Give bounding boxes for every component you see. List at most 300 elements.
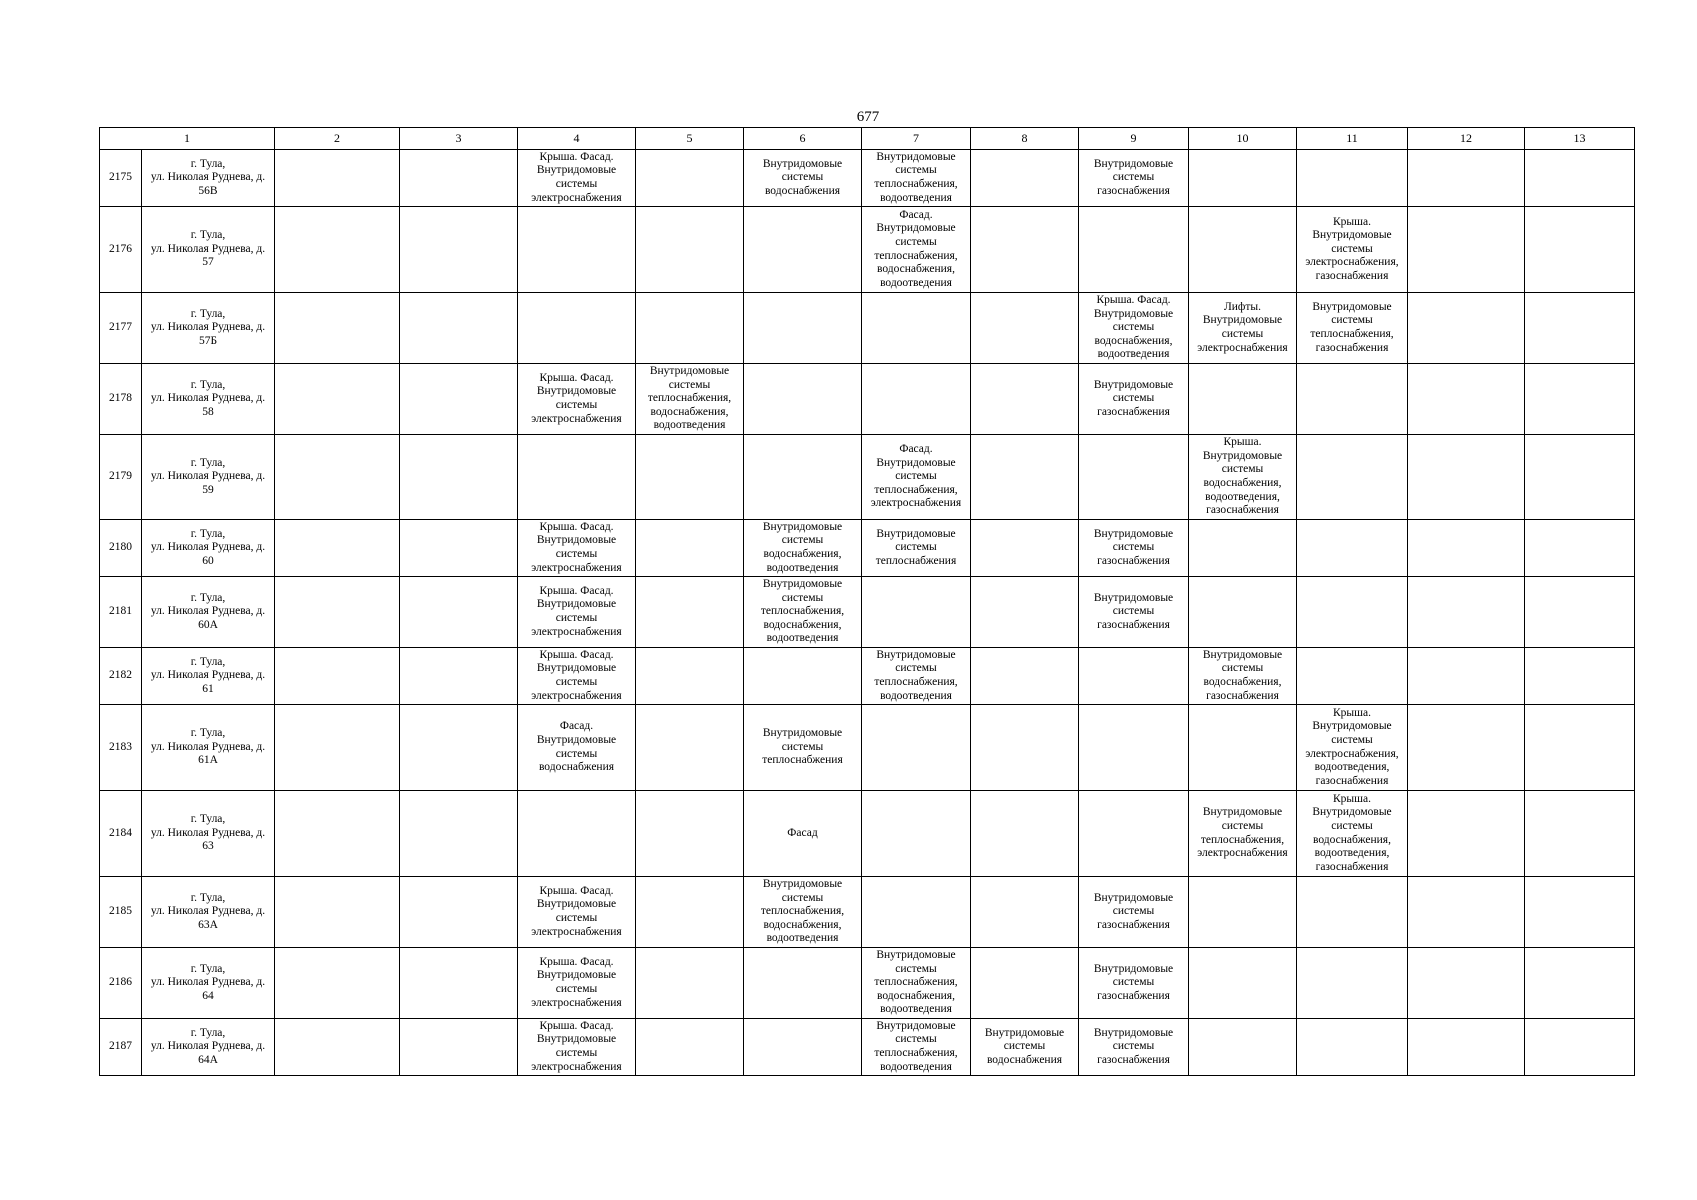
address-line: г. Тула, [190, 891, 226, 904]
work-line: Внутридомовые [876, 527, 956, 540]
work-line: системы [895, 235, 937, 248]
work-cell-col-13 [1525, 364, 1635, 435]
work-line: газоснабжения [1097, 184, 1170, 197]
work-line: водоотведения [653, 419, 726, 432]
work-line: Внутридомовые [1202, 449, 1283, 462]
work-line: системы [895, 470, 937, 483]
work-cell-col-11 [1297, 364, 1408, 435]
work-line: системы [781, 534, 824, 547]
address-line: ул. Николая Руднева, д. [150, 321, 266, 334]
work-line: Внутридомовые [1093, 378, 1174, 391]
work-line: системы [781, 740, 824, 753]
work-line: Внутридомовые [1312, 720, 1392, 733]
work-line: системы [668, 378, 711, 391]
work-line: Внутридомовые [1202, 806, 1283, 819]
address-cell [142, 207, 275, 293]
table-row [100, 293, 1635, 364]
work-line: системы [555, 747, 598, 760]
work-line: Крыша. [1333, 706, 1371, 719]
work-cell-col-2 [275, 435, 400, 520]
work-line: водоотведения [880, 1060, 952, 1073]
address-line: 58 [202, 405, 214, 418]
work-cell-col-8 [971, 577, 1079, 648]
address-line: г. Тула, [190, 813, 226, 826]
work-line: теплоснабжения, [760, 605, 845, 618]
work-cell-col-7 [862, 1019, 971, 1076]
address-line: 56В [198, 184, 218, 197]
work-line: водоснабжения, [1203, 676, 1282, 688]
work-line: Внутридомовые [1202, 314, 1283, 327]
work-cell-col-3 [400, 791, 518, 877]
work-cell-col-7 [862, 150, 971, 207]
work-cell-col-9 [1079, 577, 1189, 648]
work-line: Внутридомовые [762, 578, 843, 591]
work-line: электроснабжения [531, 625, 622, 638]
work-line: системы [1331, 819, 1373, 832]
work-cell-col-7 [862, 705, 971, 791]
work-cell-col-6 [744, 791, 862, 877]
work-cell-col-12 [1408, 705, 1525, 791]
table-row [100, 435, 1635, 520]
work-cell-col-10 [1189, 207, 1297, 293]
work-line: теплоснабжения [762, 754, 843, 767]
work-cell-col-10 [1189, 150, 1297, 207]
work-cell-col-11 [1297, 150, 1408, 207]
work-cell-col-5 [636, 1019, 744, 1076]
work-cell-col-9 [1079, 791, 1189, 877]
work-line: Внутридомовые [536, 1033, 617, 1046]
work-line: Внутридомовые [876, 1019, 956, 1032]
work-cell-col-5 [636, 648, 744, 705]
work-line: системы [555, 612, 598, 624]
work-cell-col-5 [636, 520, 744, 577]
work-line: электроснабжения [531, 191, 622, 204]
work-cell-col-2 [275, 207, 400, 293]
work-cell-col-4 [518, 150, 636, 207]
work-line: Внутридомовые [1312, 229, 1392, 242]
work-line: водоснабжения, [763, 618, 842, 631]
table-row [100, 207, 1635, 293]
work-line: Внутридомовые [1312, 300, 1392, 313]
address-line: г. Тула, [190, 456, 226, 469]
work-cell-col-8 [971, 435, 1079, 520]
address-cell [142, 364, 275, 435]
work-cell-col-7 [862, 877, 971, 948]
work-line: системы [1221, 819, 1264, 832]
work-cell-col-6 [744, 293, 862, 364]
work-line: Внутридомовые [762, 520, 843, 533]
work-cell-col-6 [744, 877, 862, 948]
work-line: системы [1003, 1040, 1046, 1053]
work-cell-col-6 [744, 577, 862, 648]
work-line: системы [555, 676, 598, 688]
address-line: г. Тула, [190, 655, 226, 668]
work-cell-col-6 [744, 1019, 862, 1076]
work-cell-col-3 [400, 293, 518, 364]
address-line: 60 [202, 554, 214, 567]
work-cell-col-6 [744, 207, 862, 293]
work-line: Внутридомовые [876, 222, 956, 235]
work-cell-col-11 [1297, 207, 1408, 293]
work-cell-col-13 [1525, 791, 1635, 877]
address-line: г. Тула, [190, 307, 226, 320]
row-number: 2184 [100, 791, 142, 877]
work-cell-col-2 [275, 648, 400, 705]
row-number: 2180 [100, 520, 142, 577]
work-line: системы [555, 178, 598, 190]
work-line: системы [1112, 541, 1155, 554]
row-number: 2183 [100, 705, 142, 791]
work-cell-col-12 [1408, 435, 1525, 520]
work-cell-col-7 [862, 207, 971, 293]
work-cell-col-7 [862, 364, 971, 435]
work-line: Внутридомовые [1093, 591, 1174, 604]
address-line: г. Тула, [190, 1026, 226, 1039]
work-line: системы [1112, 976, 1155, 989]
row-number: 2176 [100, 207, 142, 293]
work-line: водоснабжения, [877, 263, 955, 276]
work-line: Внутридомовые [536, 969, 617, 982]
work-line: электроснабжения [531, 996, 622, 1009]
work-cell-col-2 [275, 150, 400, 207]
work-line: газоснабжения [1097, 1053, 1170, 1066]
work-line: Внутридомовые [536, 385, 617, 398]
address-line: ул. Николая Руднева, д. [150, 605, 266, 618]
work-line: водоотведения [766, 632, 839, 645]
work-line: Крыша. [1223, 436, 1262, 449]
work-line: Крыша. Фасад. [539, 584, 614, 597]
work-line: системы [1221, 662, 1264, 675]
work-cell-col-4 [518, 791, 636, 877]
work-cell-col-11 [1297, 435, 1408, 520]
address-line: г. Тула, [190, 962, 226, 975]
work-line: системы [781, 591, 824, 604]
work-cell-col-10 [1189, 648, 1297, 705]
work-cell-col-13 [1525, 207, 1635, 293]
work-cell-col-5 [636, 877, 744, 948]
work-line: системы [555, 399, 598, 411]
work-cell-col-4 [518, 577, 636, 648]
row-number: 2182 [100, 648, 142, 705]
work-cell-col-9 [1079, 520, 1189, 577]
work-line: Внутридомовые [536, 598, 617, 611]
address-line: г. Тула, [190, 378, 226, 391]
work-cell-col-13 [1525, 948, 1635, 1019]
column-header-9: 9 [1079, 128, 1189, 150]
address-cell [142, 293, 275, 364]
work-cell-col-11 [1297, 577, 1408, 648]
work-cell-col-10 [1189, 948, 1297, 1019]
work-line: газоснабжения [1097, 618, 1170, 631]
row-number: 2178 [100, 364, 142, 435]
address-line: 63А [198, 918, 218, 931]
work-line: теплоснабжения, [874, 178, 958, 190]
work-cell-col-9 [1079, 1019, 1189, 1076]
work-cell-col-5 [636, 207, 744, 293]
work-line: Крыша. Фасад. [539, 884, 614, 897]
work-line: системы [1331, 314, 1373, 327]
work-line: Внутридомовые [762, 727, 843, 740]
work-cell-col-13 [1525, 520, 1635, 577]
work-cell-col-7 [862, 520, 971, 577]
work-line: водоснабжения, [1094, 334, 1173, 347]
work-line: водоснабжения, [1313, 833, 1391, 846]
address-line: 64А [198, 1053, 218, 1066]
work-cell-col-12 [1408, 364, 1525, 435]
work-cell-col-13 [1525, 435, 1635, 520]
work-cell-col-6 [744, 364, 862, 435]
work-cell-col-8 [971, 705, 1079, 791]
work-line: Внутридомовые [1093, 307, 1174, 320]
address-line: г. Тула, [190, 727, 226, 740]
address-cell [142, 877, 275, 948]
work-line: Внутридомовые [1312, 806, 1392, 819]
work-line: газоснабжения [1315, 341, 1389, 354]
work-line: Крыша. [1333, 215, 1371, 228]
work-cell-col-13 [1525, 648, 1635, 705]
work-line: газоснабжения [1097, 989, 1170, 1002]
address-cell [142, 577, 275, 648]
work-cell-col-6 [744, 648, 862, 705]
work-cell-col-12 [1408, 207, 1525, 293]
address-cell [142, 791, 275, 877]
work-line: системы [1221, 328, 1264, 340]
column-header-2: 2 [275, 128, 400, 150]
work-line: Внутридомовые [1093, 527, 1174, 540]
address-line: ул. Николая Руднева, д. [150, 171, 266, 184]
work-line: Крыша. Фасад. [539, 150, 614, 163]
work-line: системы [1112, 905, 1155, 918]
work-line: водоотведения, [1205, 490, 1280, 503]
work-line: Крыша. Фасад. [539, 371, 614, 384]
work-cell-col-2 [275, 948, 400, 1019]
work-cell-col-13 [1525, 1019, 1635, 1076]
work-cell-col-10 [1189, 791, 1297, 877]
address-line: 61А [198, 754, 218, 767]
column-header-7: 7 [862, 128, 971, 150]
table-row [100, 705, 1635, 791]
address-line: ул. Николая Руднева, д. [150, 740, 266, 753]
work-line: водоотведения [880, 191, 952, 204]
work-line: системы [895, 541, 937, 554]
work-cell-col-12 [1408, 877, 1525, 948]
work-line: системы [1112, 1040, 1155, 1053]
work-line: электроснабжения [1197, 341, 1288, 354]
work-cell-col-2 [275, 577, 400, 648]
work-line: Крыша. Фасад. [539, 520, 614, 533]
address-line: 64 [202, 989, 214, 1002]
work-line: теплоснабжения, [874, 676, 958, 688]
work-cell-col-13 [1525, 150, 1635, 207]
work-line: Внутридомовые [1093, 157, 1174, 170]
work-line: Крыша. Фасад. [1096, 294, 1171, 307]
work-line: системы [1112, 605, 1155, 618]
work-line: теплоснабжения, [874, 483, 958, 496]
work-line: водоотведения [880, 689, 952, 702]
work-line: теплоснабжения, [760, 905, 845, 918]
work-cell-col-2 [275, 293, 400, 364]
work-cell-col-5 [636, 705, 744, 791]
work-cell-col-11 [1297, 948, 1408, 1019]
work-cell-col-6 [744, 435, 862, 520]
work-line: Внутридомовые [536, 534, 617, 547]
work-line: Внутридомовые [1093, 962, 1174, 975]
work-cell-col-3 [400, 948, 518, 1019]
work-line: электроснабжения [531, 1060, 622, 1073]
work-cell-col-11 [1297, 705, 1408, 791]
work-line: газоснабжения [1097, 918, 1170, 931]
work-cell-col-10 [1189, 293, 1297, 364]
work-cell-col-5 [636, 150, 744, 207]
address-line: 57Б [198, 334, 218, 347]
work-cell-col-2 [275, 1019, 400, 1076]
work-cell-col-4 [518, 705, 636, 791]
work-line: системы [555, 1047, 598, 1059]
address-line: ул. Николая Руднева, д. [150, 905, 266, 918]
work-line: системы [555, 548, 598, 560]
work-line: Крыша. Фасад. [539, 955, 614, 968]
row-number: 2186 [100, 948, 142, 1019]
address-cell [142, 648, 275, 705]
table-row [100, 877, 1635, 948]
table-row [100, 791, 1635, 877]
work-line: теплоснабжения, [874, 976, 958, 989]
column-header-10: 10 [1189, 128, 1297, 150]
work-cell-col-7 [862, 948, 971, 1019]
work-line: водоотведения [1097, 348, 1170, 361]
column-header-6: 6 [744, 128, 862, 150]
work-line: Внутридомовые [876, 456, 956, 469]
work-cell-col-2 [275, 791, 400, 877]
work-line: Внутридомовые [762, 157, 843, 170]
address-line: ул. Николая Руднева, д. [150, 392, 266, 405]
work-cell-col-3 [400, 877, 518, 948]
column-header-4: 4 [518, 128, 636, 150]
work-cell-col-7 [862, 791, 971, 877]
work-cell-col-11 [1297, 791, 1408, 877]
address-cell [142, 948, 275, 1019]
address-line: 63 [202, 840, 214, 853]
work-cell-col-7 [862, 435, 971, 520]
work-cell-col-3 [400, 207, 518, 293]
work-line: газоснабжения [1315, 774, 1389, 787]
work-cell-col-6 [744, 705, 862, 791]
work-line: теплоснабжения, [647, 392, 732, 405]
work-cell-col-10 [1189, 520, 1297, 577]
address-line: г. Тула, [190, 229, 226, 242]
work-line: теплоснабжения, [874, 1047, 958, 1059]
work-line: водоотведения, [1314, 761, 1390, 774]
table-row [100, 577, 1635, 648]
work-line: водоотведения, [1314, 847, 1390, 860]
work-cell-col-3 [400, 150, 518, 207]
work-cell-col-4 [518, 1019, 636, 1076]
work-line: системы [1331, 242, 1373, 255]
address-cell [142, 520, 275, 577]
work-line: водоотведения [766, 932, 839, 945]
work-cell-col-6 [744, 150, 862, 207]
work-line: системы [895, 662, 937, 675]
work-cell-col-12 [1408, 293, 1525, 364]
work-cell-col-12 [1408, 150, 1525, 207]
row-number: 2185 [100, 877, 142, 948]
address-line: г. Тула, [190, 157, 226, 170]
work-cell-col-4 [518, 207, 636, 293]
work-line: системы [895, 1033, 937, 1046]
work-cell-col-2 [275, 364, 400, 435]
work-cell-col-4 [518, 293, 636, 364]
work-line: водоснабжения, [763, 548, 842, 560]
work-line: водоотведения [880, 276, 952, 289]
work-cell-col-5 [636, 364, 744, 435]
work-line: электроснабжения [531, 561, 622, 574]
work-line: электроснабжения [531, 689, 622, 702]
work-cell-col-3 [400, 705, 518, 791]
row-number: 2181 [100, 577, 142, 648]
page-number: 677 [856, 109, 880, 125]
work-cell-col-12 [1408, 520, 1525, 577]
work-line: газоснабжения [1097, 554, 1170, 567]
column-header-12: 12 [1408, 128, 1525, 150]
work-line: системы [1112, 171, 1155, 184]
work-line: Внутридомовые [536, 898, 617, 911]
work-line: газоснабжения [1315, 860, 1389, 873]
work-line: электроснабжения [870, 497, 962, 510]
work-cell-col-8 [971, 948, 1079, 1019]
work-line: Фасад. [559, 720, 594, 733]
address-cell [142, 435, 275, 520]
work-line: Лифты. [1223, 300, 1262, 313]
work-line: газоснабжения [1097, 405, 1170, 418]
work-cell-col-6 [744, 948, 862, 1019]
work-cell-col-11 [1297, 293, 1408, 364]
work-line: Крыша. Фасад. [539, 648, 614, 661]
work-line: теплоснабжения [875, 554, 957, 567]
work-cell-col-2 [275, 705, 400, 791]
work-line: водоснабжения [538, 761, 615, 774]
work-cell-col-5 [636, 948, 744, 1019]
work-cell-col-9 [1079, 150, 1189, 207]
work-line: Фасад [787, 826, 818, 839]
work-cell-col-5 [636, 791, 744, 877]
row-number: 2179 [100, 435, 142, 520]
work-line: системы [781, 171, 824, 184]
work-line: Фасад. [899, 443, 933, 456]
work-line: системы [1112, 321, 1155, 334]
work-cell-col-3 [400, 648, 518, 705]
work-cell-col-3 [400, 520, 518, 577]
work-cell-col-2 [275, 520, 400, 577]
work-cell-col-10 [1189, 877, 1297, 948]
address-cell [142, 705, 275, 791]
work-line: водоснабжения, [650, 405, 729, 418]
table-row [100, 520, 1635, 577]
table-body [100, 128, 1635, 1076]
work-cell-col-12 [1408, 1019, 1525, 1076]
address-line: ул. Николая Руднева, д. [150, 242, 266, 255]
column-header-8: 8 [971, 128, 1079, 150]
work-line: Внутридомовые [649, 365, 730, 378]
work-cell-col-9 [1079, 948, 1189, 1019]
table-row [100, 150, 1635, 207]
work-line: электроснабжения [531, 925, 622, 938]
row-number: 2187 [100, 1019, 142, 1076]
work-cell-col-8 [971, 293, 1079, 364]
work-cell-col-8 [971, 364, 1079, 435]
work-cell-col-12 [1408, 791, 1525, 877]
work-cell-col-10 [1189, 364, 1297, 435]
table-row [100, 648, 1635, 705]
